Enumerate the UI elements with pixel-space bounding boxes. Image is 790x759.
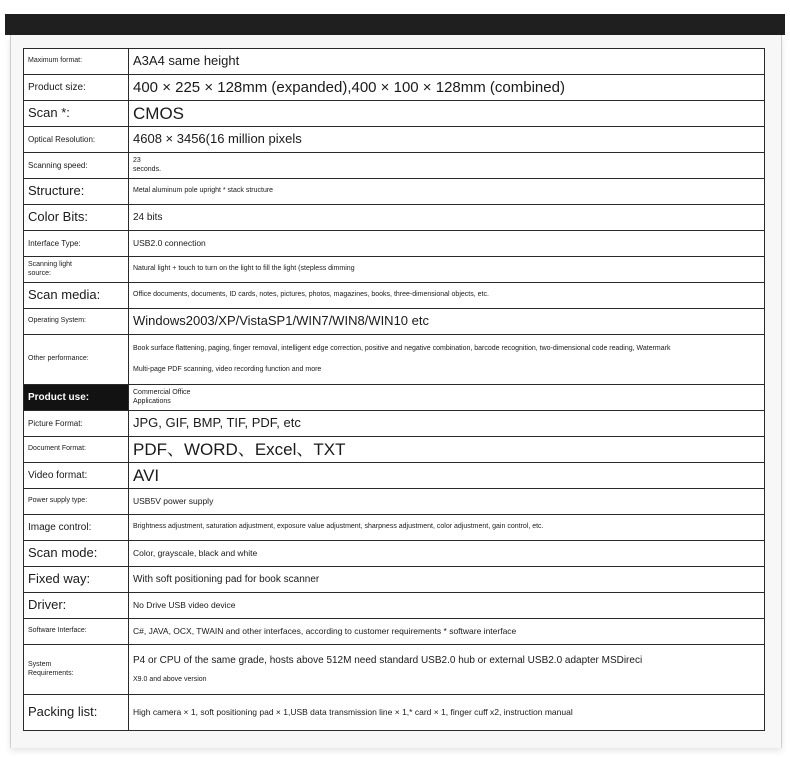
spec-label: Color Bits: [24,205,129,231]
spec-value [129,335,765,385]
spec-value: CMOS [129,101,765,127]
spec-label: Scanning light source: [24,257,129,283]
spec-value-line: P4 or CPU of the same grade, hosts above 512M need standard USB2.0 hub or external USB2.0 adapter MSDireci [133,654,643,666]
spec-label: Maximum format: [24,49,129,75]
table-row [24,463,765,489]
spec-value: JPG, GIF, BMP, TIF, PDF, etc [129,411,765,437]
spec-label: Optical Resolution: [24,127,129,153]
spec-value: High camera × 1, soft positioning pad × 1,USB data transmission line × 1,* card × 1, finger cuff x2, instruction manual [129,695,765,731]
spec-value: C#, JAVA, OCX, TWAIN and other interfaces, according to customer requirements * software interface [129,619,765,645]
table-row [24,75,765,101]
spec-label: Scan *: [24,101,129,127]
spec-value: USB5V power supply [129,489,765,515]
table-row [24,283,765,309]
spec-value: AVI [129,463,765,489]
table-row [24,153,765,179]
spec-label: Other performance: [24,335,129,385]
spec-label: Scanning speed: [24,153,129,179]
table-row [24,127,765,153]
spec-value: Office documents, documents, ID cards, notes, pictures, photos, magazines, books, three-dimensional objects, etc. [129,283,765,309]
spec-value: PDF、WORD、Excel、TXT [129,437,765,463]
spec-value: Metal aluminum pole upright * stack structure [129,179,765,205]
spec-label: Driver: [24,593,129,619]
table-row [24,541,765,567]
table-row [24,515,765,541]
table-row [24,309,765,335]
spec-value: USB2.0 connection [129,231,765,257]
spec-value-line: Multi-page PDF scanning, video recording function and more [133,365,322,373]
spec-label: Product size: [24,75,129,101]
table-row [24,619,765,645]
table-row [24,593,765,619]
table-row [24,335,765,385]
spec-value: Brightness adjustment, saturation adjustment, exposure value adjustment, sharpness adjustment, color adjustment, gain control, etc. [129,515,765,541]
spec-value: Commercial Office Applications [129,385,765,411]
spec-label: Image control: [24,515,129,541]
spec-value: 23 seconds. [129,153,765,179]
table-row [24,437,765,463]
spec-label: Document Format: [24,437,129,463]
spec-label: Operating System: [24,309,129,335]
spec-label-highlight: Product use: [24,385,129,411]
table-row [24,179,765,205]
spec-label: Picture Format: [24,411,129,437]
spec-label: Fixed way: [24,567,129,593]
table-row [24,385,765,411]
table-row [24,645,765,695]
spec-value: With soft positioning pad for book scanner [129,567,765,593]
spec-value-line: X9.0 and above version [133,676,207,684]
spec-value [129,645,765,695]
table-row [24,231,765,257]
spec-label: Scan mode: [24,541,129,567]
table-row [24,411,765,437]
spec-table [23,48,765,731]
spec-value: A3A4 same height [129,49,765,75]
spec-value: 24 bits [129,205,765,231]
spec-label: Video format: [24,463,129,489]
table-row [24,205,765,231]
table-row [24,567,765,593]
table-row [24,489,765,515]
spec-label: Structure: [24,179,129,205]
table-row [24,101,765,127]
spec-value-line: Book surface flattening, paging, finger removal, intelligent edge correction, positive and negative combination, barcode recognition, two-dimensional code reading, Watermark [133,345,671,353]
spec-value: 400 × 225 × 128mm (expanded),400 × 100 × 128mm (combined) [129,75,765,101]
top-dark-bar [5,14,785,35]
spec-label: Scan media: [24,283,129,309]
spec-value: Natural light + touch to turn on the light to fill the light (stepless dimming [129,257,765,283]
table-row [24,695,765,731]
spec-label: Packing list: [24,695,129,731]
table-row [24,257,765,283]
table-row [24,49,765,75]
spec-label: Power supply type: [24,489,129,515]
spec-label: System Requirements: [24,645,129,695]
spec-value: Color, grayscale, black and white [129,541,765,567]
spec-value: Windows2003/XP/VistaSP1/WIN7/WIN8/WIN10 etc [129,309,765,335]
spec-label: Interface Type: [24,231,129,257]
spec-label: Software Interface: [24,619,129,645]
spec-value: 4608 × 3456(16 million pixels [129,127,765,153]
spec-value: No Drive USB video device [129,593,765,619]
